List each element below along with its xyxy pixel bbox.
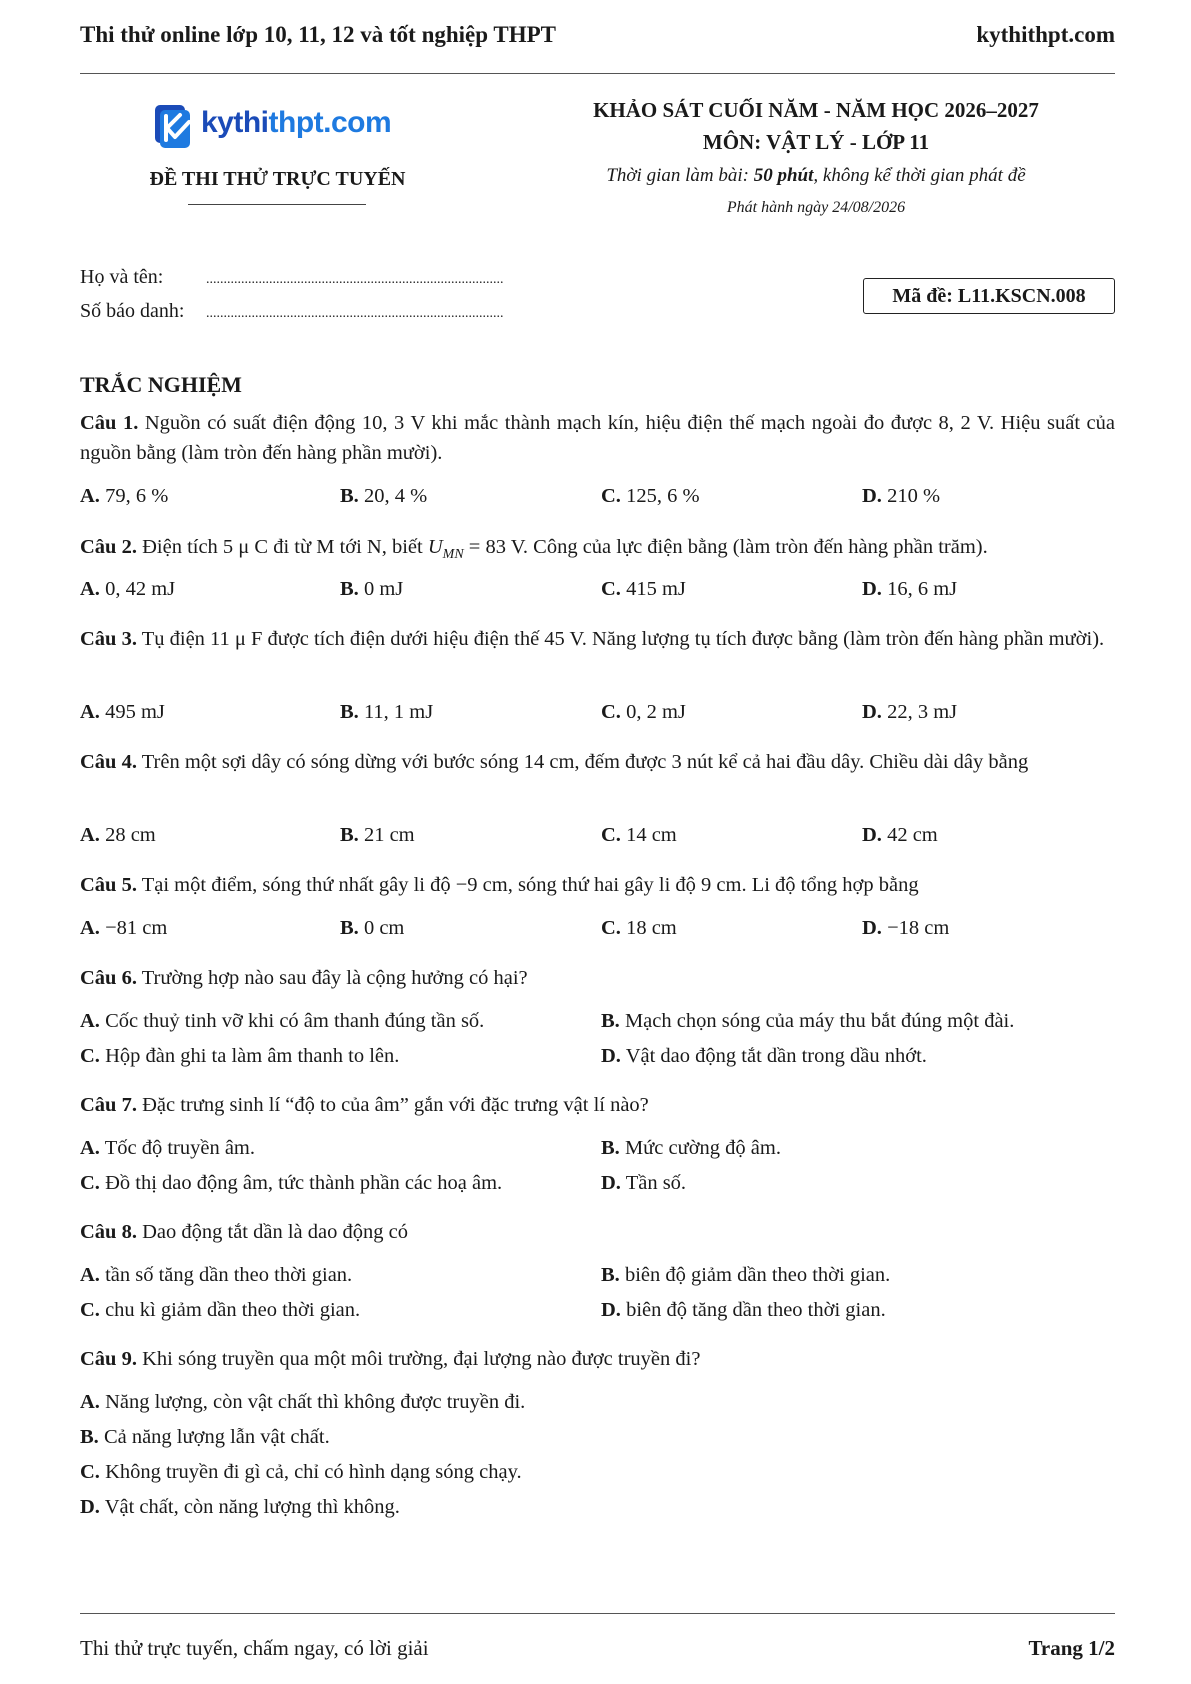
exam-duration: Thời gian làm bài: 50 phút, không kể thời gian phát đề — [606, 165, 1026, 186]
question-9-option-row-a — [80, 1391, 1115, 1421]
footer-divider — [80, 1613, 1115, 1614]
q6-option-c[interactable]: C. Hộp đàn ghi ta làm âm thanh to lên. — [80, 1045, 400, 1067]
question-5: Câu 5. Tại một điểm, sóng thứ nhất gây li độ −9 cm, sóng thứ hai gây li độ 9 cm. Li độ tổng hợp bằng — [80, 874, 919, 896]
q2-option-d[interactable]: D. 16, 6 mJ — [862, 578, 958, 600]
exam-title: KHẢO SÁT CUỐI NĂM - NĂM HỌC 2026–2027 — [593, 98, 1039, 122]
q9-option-d[interactable]: D. Vật chất, còn năng lượng thì không. — [80, 1496, 400, 1518]
q9-option-c[interactable]: C. Không truyền đi gì cả, chỉ có hình dạng sóng chạy. — [80, 1461, 522, 1483]
question-8-options-row1 — [80, 1264, 1115, 1294]
q2-option-a[interactable]: A. 0, 42 mJ — [80, 578, 176, 600]
q7-option-c[interactable]: C. Đồ thị dao động âm, tức thành phần các hoạ âm. — [80, 1172, 503, 1194]
q5-option-c[interactable]: C. 18 cm — [601, 917, 677, 939]
footer-tagline: Thi thử trực tuyến, chấm ngay, có lời giải — [80, 1636, 429, 1660]
q8-option-d[interactable]: D. biên độ tăng dần theo thời gian. — [601, 1299, 886, 1321]
question-8-options-row2 — [80, 1299, 1115, 1329]
q4-option-c[interactable]: C. 14 cm — [601, 824, 677, 846]
exam-subject: MÔN: VẬT LÝ - LỚP 11 — [702, 130, 930, 154]
q6-option-a[interactable]: A. Cốc thuỷ tinh vỡ khi có âm thanh đúng tần số. — [80, 1010, 485, 1032]
page-number: Trang 1/2 — [1028, 1636, 1115, 1660]
question-2-options — [80, 578, 1115, 608]
student-name-label: Họ và tên: — [80, 266, 164, 288]
q3-option-c[interactable]: C. 0, 2 mJ — [601, 701, 686, 723]
student-name-field[interactable]: ..................................................................................... — [206, 272, 504, 287]
q7-option-d[interactable]: D. Tần số. — [601, 1172, 687, 1194]
question-9-option-row-d — [80, 1496, 1115, 1526]
q4-option-b[interactable]: B. 21 cm — [340, 824, 415, 846]
q7-option-a[interactable]: A. Tốc độ truyền âm. — [80, 1137, 255, 1159]
question-6: Câu 6. Trường hợp nào sau đây là cộng hưởng có hại? — [80, 967, 528, 989]
site-logo[interactable] — [153, 102, 413, 154]
question-6-options-row1 — [80, 1010, 1115, 1040]
question-4: Câu 4. Trên một sợi dây có sóng dừng với bước sóng 14 cm, đếm được 3 nút kể cả hai đầu dây. Chiều dài dây bằng — [80, 751, 1029, 773]
q5-option-d[interactable]: D. −18 cm — [862, 917, 950, 939]
question-9: Câu 9. Khi sóng truyền qua một môi trường, đại lượng nào được truyền đi? — [80, 1348, 701, 1370]
question-2: Câu 2. Điện tích 5 μ C đi từ M tới N, biết $U_{MN} = 83$ V. Công của lực điện bằng (làm tròn đến hàng phần trăm). — [80, 536, 988, 563]
exam-code-badge: Mã đề: L11.KSCN.008 — [863, 278, 1115, 314]
logo-icon — [153, 102, 197, 152]
q4-option-a[interactable]: A. 28 cm — [80, 824, 156, 846]
q2-option-c[interactable]: C. 415 mJ — [601, 578, 686, 600]
q6-option-b[interactable]: B. Mạch chọn sóng của máy thu bắt đúng một đài. — [601, 1010, 1015, 1032]
student-id-field[interactable]: ..................................................................................... — [206, 306, 504, 321]
section-title: TRẮC NGHIỆM — [80, 372, 242, 397]
question-3: Câu 3. Tụ điện 11 μ F được tích điện dưới hiệu điện thế 45 V. Năng lượng tụ tích được bằng (làm tròn đến hàng phần mười). — [80, 628, 1105, 650]
exam-release-date: Phát hành ngày 24/08/2026 — [726, 199, 906, 216]
student-id-row — [80, 300, 580, 334]
q5-option-b[interactable]: B. 0 cm — [340, 917, 405, 939]
header-site-link[interactable]: kythithpt.com — [976, 22, 1115, 47]
question-1-options — [80, 485, 1115, 515]
question-1: Câu 1. Nguồn có suất điện động 10, 3 V khi mắc thành mạch kín, hiệu điện thế mạch ngoài đo được 8, 2 V. Hiệu suất của nguồn bằng (làm tròn đến hàng phần mười). — [80, 412, 1115, 464]
question-5-options — [80, 917, 1115, 947]
q6-option-d[interactable]: D. Vật dao động tắt dần trong dầu nhớt. — [601, 1045, 927, 1067]
q3-option-d[interactable]: D. 22, 3 mJ — [862, 701, 958, 723]
header-left-text: Thi thử online lớp 10, 11, 12 và tốt nghiệp THPT — [80, 22, 556, 47]
q4-option-d[interactable]: D. 42 cm — [862, 824, 938, 846]
logo-wordmark: kythithpt.com — [201, 106, 392, 139]
question-4-options — [80, 824, 1115, 854]
exam-type-subtitle: ĐỀ THI THỬ TRỰC TUYẾN — [149, 168, 406, 190]
q1-option-c[interactable]: C. 125, 6 % — [601, 485, 700, 507]
q8-option-a[interactable]: A. tần số tăng dần theo thời gian. — [80, 1264, 353, 1286]
q9-option-a[interactable]: A. Năng lượng, còn vật chất thì không được truyền đi. — [80, 1391, 526, 1413]
question-3-options — [80, 701, 1115, 731]
exam-heading — [530, 96, 1102, 224]
q1-option-a[interactable]: A. 79, 6 % — [80, 485, 169, 507]
student-id-label: Số báo danh: — [80, 300, 185, 322]
q3-option-b[interactable]: B. 11, 1 mJ — [340, 701, 434, 723]
q8-option-c[interactable]: C. chu kì giảm dần theo thời gian. — [80, 1299, 361, 1321]
q5-option-a[interactable]: A. −81 cm — [80, 917, 168, 939]
q7-option-b[interactable]: B. Mức cường độ âm. — [601, 1137, 781, 1159]
student-info — [80, 266, 580, 334]
q8-option-b[interactable]: B. biên độ giảm dần theo thời gian. — [601, 1264, 891, 1286]
question-7-options-row1 — [80, 1137, 1115, 1167]
question-7-options-row2 — [80, 1172, 1115, 1202]
student-name-row — [80, 266, 580, 300]
q2-option-b[interactable]: B. 0 mJ — [340, 578, 404, 600]
question-9-option-row-c — [80, 1461, 1115, 1491]
q3-option-a[interactable]: A. 495 mJ — [80, 701, 165, 723]
q1-option-d[interactable]: D. 210 % — [862, 485, 941, 507]
subtitle-underline — [188, 204, 366, 205]
question-7: Câu 7. Đặc trưng sinh lí “độ to của âm” gắn với đặc trưng vật lí nào? — [80, 1094, 649, 1116]
q1-option-b[interactable]: B. 20, 4 % — [340, 485, 428, 507]
header-divider — [80, 73, 1115, 74]
q9-option-b[interactable]: B. Cả năng lượng lẫn vật chất. — [80, 1426, 330, 1448]
question-9-option-row-b — [80, 1426, 1115, 1456]
question-6-options-row2 — [80, 1045, 1115, 1075]
question-8: Câu 8. Dao động tắt dần là dao động có — [80, 1221, 408, 1243]
top-header — [80, 22, 1115, 52]
